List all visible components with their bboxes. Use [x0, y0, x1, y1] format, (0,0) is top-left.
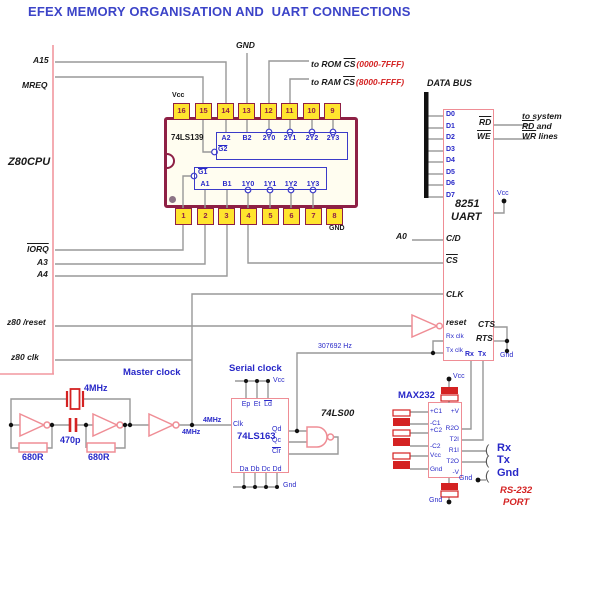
gnd-connector-icon: (: [485, 468, 490, 483]
label-163-vcc: Vcc: [273, 377, 285, 384]
label-uart: UART: [451, 211, 482, 223]
data-bus-bar: [424, 92, 429, 198]
label-2y0: 2Y0: [262, 135, 276, 142]
label-d7: D7: [446, 192, 455, 199]
label-et: Et: [253, 401, 261, 408]
label-d2: D2: [446, 134, 455, 141]
label-ram-cs: to RAM $\overline{CS}(8000-FFFF)$: [311, 77, 405, 87]
label-163-clk: Clk: [233, 421, 244, 428]
label-cd: C/D: [446, 233, 461, 243]
ls139-pin-7: 7: [305, 208, 322, 225]
ls139-pin-14: 14: [217, 103, 234, 120]
label-z80cpu: Z80CPU: [8, 156, 51, 168]
label-ld: $\overline{Ld}$: [264, 401, 272, 408]
label-8251: 8251: [455, 198, 480, 210]
ls139-pin-9: 9: [324, 103, 341, 120]
label-uart-tx: Tx: [478, 351, 487, 358]
label-max-mc2: -C2: [430, 443, 441, 450]
label-z80-clk: z80 clk: [11, 352, 39, 362]
label-d3: D3: [446, 146, 455, 153]
label-74ls00: 74LS00: [321, 408, 355, 419]
cap-470p-symbol: [70, 418, 76, 432]
label-gnd-top: GND: [236, 40, 255, 50]
label-uart-vcc: Vcc: [497, 190, 509, 197]
ls139-pin-8: 8: [326, 208, 343, 225]
label-port-gnd: Gnd: [497, 467, 519, 479]
label-db: Db: [250, 466, 260, 473]
label-d0: D0: [446, 111, 455, 118]
label-uart-rx: Rx: [465, 351, 474, 358]
ls139-pin-11: 11: [281, 103, 298, 120]
label-max232-part: MAX232: [398, 390, 435, 401]
ls139-pin-1: 1: [175, 208, 192, 225]
label-163-part: 74LS163: [237, 431, 276, 442]
label-z80-reset: z80 /reset: [7, 317, 46, 327]
label-uart-cs: $\overline{CS}$: [446, 255, 458, 265]
label-1y2: 1Y2: [284, 181, 298, 188]
label-a2: A2: [221, 135, 231, 142]
label-d6: D6: [446, 180, 455, 187]
label-uart-clk: CLK: [446, 289, 464, 299]
label-dc: Dc: [261, 466, 271, 473]
resistor-680r-2: [87, 443, 115, 452]
label-163-gnd: Gnd: [283, 482, 297, 489]
label-g1: G1: [198, 169, 208, 176]
label-data-bus: DATA BUS: [427, 78, 472, 88]
label-max-pc1: +C1: [430, 408, 443, 415]
label-d1: D1: [446, 123, 455, 130]
label-tx-clk: Tx clk: [446, 347, 463, 354]
label-qd: Qd: [272, 426, 282, 433]
label-rs232: RS-232: [500, 485, 533, 496]
label-max-mc1: -C1: [430, 420, 441, 427]
label-port-gnd-node: Gnd: [459, 475, 473, 482]
label-ep: Ep: [241, 401, 251, 408]
label-b2: B2: [242, 135, 252, 142]
label-d4: D4: [446, 157, 455, 164]
label-2y2: 2Y2: [305, 135, 319, 142]
tx-connector-icon: (: [485, 453, 490, 468]
label-a0: A0: [396, 231, 407, 241]
label-max-gnd-pin: Gnd: [430, 466, 443, 473]
ls139-pin-2: 2: [197, 208, 214, 225]
ls139-pin-15: 15: [195, 103, 212, 120]
label-1y3: 1Y3: [306, 181, 320, 188]
label-mreq: MREQ: [22, 80, 48, 90]
ls139-pin-10: 10: [303, 103, 320, 120]
label-max-t2i: T2I: [449, 436, 459, 443]
rx-connector-icon: (: [485, 442, 490, 457]
label-port-rx: Rx: [497, 442, 512, 454]
label-iorq: IORQ: [27, 244, 49, 254]
label-ls139-part: 74LS139: [171, 133, 204, 142]
label-4mhz-out-bottom: 4MHz: [182, 429, 201, 436]
label-max-pv: +V: [450, 408, 459, 415]
osc-inverter-2: [93, 414, 123, 436]
label-rd: $\overline{RD}$: [479, 117, 492, 127]
label-dd: Dd: [272, 466, 282, 473]
label-we: $\overline{WE}$: [477, 131, 491, 141]
ls139-pin-5: 5: [262, 208, 279, 225]
label-serial-clock: Serial clock: [229, 363, 282, 374]
label-rs232-port: PORT: [503, 497, 530, 508]
crystal-4mhz-symbol: [67, 389, 83, 409]
label-rom-cs: to ROM $\overline{CS}(0000-7FFF)$: [311, 59, 405, 69]
label-a4: A4: [37, 269, 48, 279]
label-system-note: to system $\overline{RD}$ and $\overline{WR}$ lines: [522, 111, 562, 141]
label-qc: Qc: [272, 437, 281, 444]
ls139-pin-16: 16: [173, 103, 190, 120]
label-uart-reset: reset: [446, 317, 467, 327]
label-a1: A1: [200, 181, 210, 188]
label-470p: 470p: [60, 435, 81, 445]
label-680r-2: 680R: [88, 452, 110, 462]
label-da: Da: [239, 466, 249, 473]
ls139-pin-12: 12: [260, 103, 277, 120]
ls139-pin-6: 6: [283, 208, 300, 225]
label-680r-1: 680R: [22, 452, 44, 462]
label-max232-vcc: Vcc: [453, 373, 465, 380]
page-title: EFEX MEMORY ORGANISATION AND UART CONNECTIONS: [28, 4, 411, 19]
label-rts: RTS: [476, 333, 493, 343]
label-rx-clk: Rx clk: [446, 333, 464, 340]
label-uart-gnd: Gnd: [500, 352, 514, 359]
resistor-680r-1: [19, 443, 47, 452]
label-baud-rate: 307692 Hz: [318, 343, 352, 350]
label-ls139-vcc: Vcc: [172, 92, 185, 99]
label-max-pc2: +C2: [430, 427, 443, 434]
label-clr: $\overline{Clr}$: [272, 448, 281, 455]
label-max-vcc-pin: Vcc: [430, 452, 441, 459]
label-cts: CTS: [478, 319, 495, 329]
label-master-clock: Master clock: [123, 367, 181, 378]
label-max-mv: -V: [452, 469, 459, 476]
label-a3: A3: [37, 257, 48, 267]
nand-gate-74ls00: [307, 427, 334, 447]
label-g2: G2: [218, 146, 228, 153]
label-4mhz-out-top: 4MHz: [203, 417, 222, 424]
label-max-t2o: T2O: [446, 458, 459, 465]
label-max-r2o: R2O: [445, 425, 459, 432]
label-b1: B1: [222, 181, 232, 188]
ls139-pin-3: 3: [218, 208, 235, 225]
label-max-gnd-bottom: Gnd: [429, 497, 443, 504]
label-2y1: 2Y1: [283, 135, 297, 142]
label-a15: A15: [33, 55, 49, 65]
label-d5: D5: [446, 169, 455, 176]
osc-inverter-3: [149, 414, 179, 436]
reset-inverter: [412, 315, 442, 337]
osc-inverter-1: [20, 414, 50, 436]
label-2y3: 2Y3: [326, 135, 340, 142]
label-1y1: 1Y1: [263, 181, 277, 188]
label-xtal-4mhz: 4MHz: [84, 383, 108, 393]
label-max-r1i: R1I: [448, 447, 459, 454]
ls139-pin-4: 4: [240, 208, 257, 225]
ls139-pin-13: 13: [238, 103, 255, 120]
label-1y0: 1Y0: [241, 181, 255, 188]
label-port-tx: Tx: [497, 454, 510, 466]
label-ls139-gnd: GND: [329, 225, 345, 232]
